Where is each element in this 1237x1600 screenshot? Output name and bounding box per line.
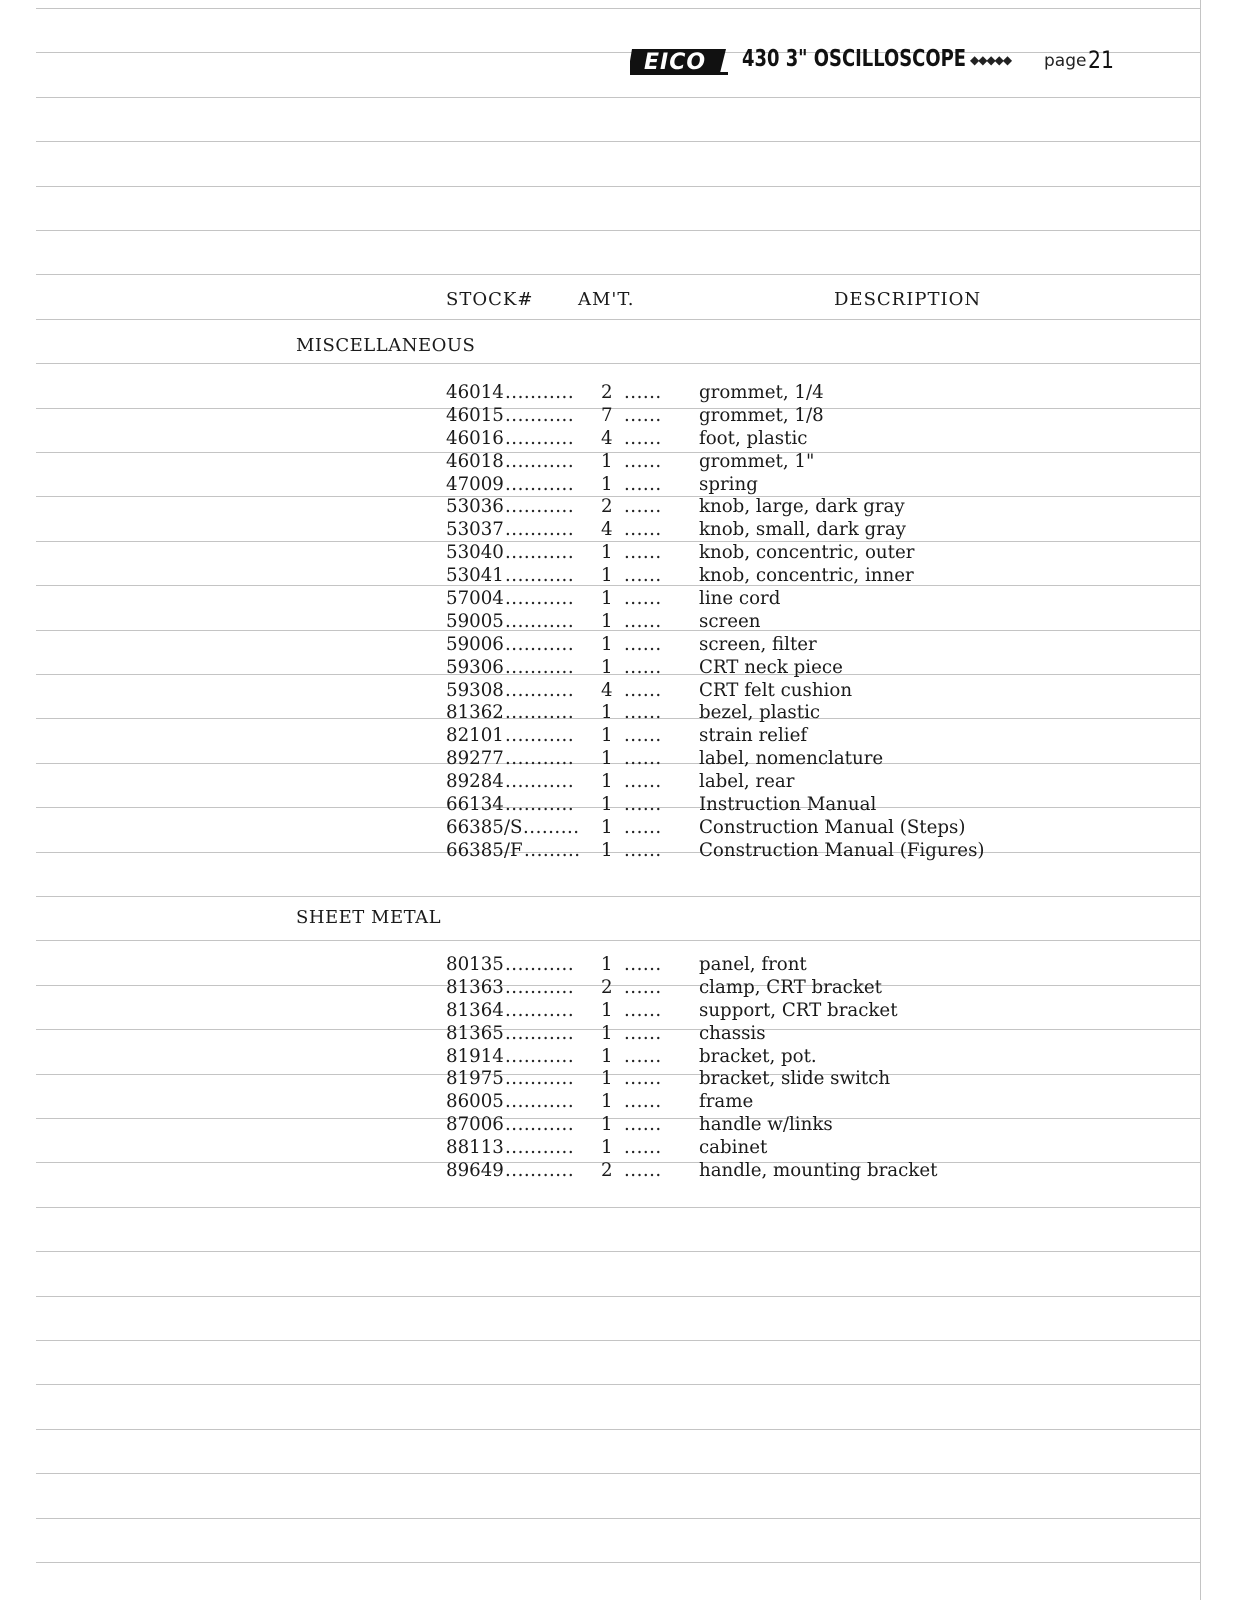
part-stock-number: 81975 [446, 1068, 504, 1090]
leader-dots: ........... [505, 450, 575, 472]
leader-dots: ........... [505, 473, 575, 495]
ruled-line [36, 230, 1200, 231]
column-header-amount: AM'T. [578, 289, 635, 310]
leader-dots: ...... [624, 1137, 662, 1159]
ruled-line [36, 674, 1200, 675]
part-stock-number: 86005 [446, 1091, 504, 1113]
part-stock-number: 46014 [446, 382, 504, 403]
ruled-line [36, 496, 1200, 497]
ruled-line [36, 585, 1200, 586]
page-number: 21 [1088, 46, 1114, 74]
part-amount: 1 [601, 565, 613, 587]
part-amount: 1 [601, 656, 613, 678]
part-amount: 1 [601, 473, 613, 495]
part-stock-number: 66134 [446, 794, 504, 816]
leader-dots: ........... [505, 404, 575, 426]
part-amount: 1 [601, 954, 613, 975]
part-stock-number: 59308 [446, 679, 504, 701]
leader-dots: ........... [505, 519, 575, 541]
ruled-line [36, 1118, 1200, 1119]
part-stock-number: 53036 [446, 496, 504, 518]
part-amount: 1 [601, 633, 613, 655]
part-stock-number: 53040 [446, 542, 504, 564]
part-description: bezel, plastic [699, 702, 821, 724]
part-stock-number: 47009 [446, 473, 504, 495]
section-title-miscellaneous: MISCELLANEOUS [296, 335, 476, 356]
ruled-line [36, 97, 1200, 98]
ruled-line [36, 1296, 1200, 1297]
leader-dots: ...... [624, 1068, 662, 1090]
ruled-line [36, 1162, 1200, 1163]
column-header-description: DESCRIPTION [834, 289, 982, 310]
part-description: handle, mounting bracket [699, 1160, 938, 1182]
ruled-line [36, 408, 1200, 409]
leader-dots: ........... [505, 1137, 575, 1159]
leader-dots: ...... [624, 794, 662, 816]
part-stock-number: 89284 [446, 771, 504, 793]
leader-dots: ...... [624, 496, 662, 518]
ruled-line [36, 896, 1200, 897]
part-amount: 4 [601, 427, 613, 449]
part-description: Construction Manual (Figures) [699, 839, 985, 861]
part-stock-number: 82101 [446, 725, 504, 747]
leader-dots: ...... [624, 816, 662, 838]
leader-dots: ...... [624, 1091, 662, 1113]
part-amount: 1 [601, 588, 613, 610]
leader-dots: ........... [505, 1114, 575, 1136]
part-description: label, rear [699, 771, 795, 793]
part-description: screen [699, 610, 761, 632]
part-stock-number: 89277 [446, 748, 504, 770]
ruled-line [36, 763, 1200, 764]
part-description: foot, plastic [699, 427, 808, 449]
leader-dots: ........... [505, 954, 575, 975]
part-amount: 1 [601, 839, 613, 861]
leader-dots: ........... [505, 1045, 575, 1067]
leader-dots: ........... [505, 976, 575, 998]
part-amount: 1 [601, 1137, 613, 1159]
leader-dots: ...... [624, 1160, 662, 1182]
part-description: bracket, slide switch [699, 1068, 891, 1090]
leader-dots: ........... [505, 679, 575, 701]
part-description: screen, filter [699, 633, 817, 655]
part-description: Construction Manual (Steps) [699, 816, 966, 838]
leader-dots: ......... [524, 839, 581, 861]
ruled-line [36, 1562, 1200, 1563]
eico-logo [630, 46, 730, 76]
leader-dots: ........... [505, 999, 575, 1021]
leader-dots: ......... [523, 816, 580, 838]
margin-rule [1200, 0, 1201, 1600]
leader-dots: ........... [505, 427, 575, 449]
part-stock-number: 81363 [446, 976, 504, 998]
part-amount: 2 [601, 1160, 613, 1182]
ruled-line [36, 718, 1200, 719]
leader-dots: ...... [624, 633, 662, 655]
leader-dots: ...... [624, 404, 662, 426]
ruled-line [36, 1207, 1200, 1208]
ruled-line [36, 852, 1200, 853]
ruled-line [36, 363, 1200, 364]
part-stock-number: 59306 [446, 656, 504, 678]
ruled-line [36, 807, 1200, 808]
part-stock-number: 46016 [446, 427, 504, 449]
part-amount: 1 [601, 794, 613, 816]
part-stock-number: 81364 [446, 999, 504, 1021]
part-description: knob, concentric, outer [699, 542, 915, 564]
model-title: 430 3" OSCILLOSCOPE [742, 46, 967, 72]
header-ornament: ◆◆◆◆◆ [970, 53, 1012, 67]
leader-dots: ...... [624, 473, 662, 495]
part-amount: 1 [601, 1114, 613, 1136]
leader-dots: ........... [505, 1091, 575, 1113]
part-amount: 1 [601, 450, 613, 472]
part-stock-number: 81914 [446, 1045, 504, 1067]
part-description: chassis [699, 1022, 766, 1044]
leader-dots: ...... [624, 519, 662, 541]
part-description: grommet, 1/8 [699, 404, 824, 426]
part-description: knob, small, dark gray [699, 519, 906, 541]
part-stock-number: 57004 [446, 588, 504, 610]
part-description: CRT neck piece [699, 656, 843, 678]
ruled-line [36, 541, 1200, 542]
ruled-line [36, 274, 1200, 275]
leader-dots: ........... [505, 1022, 575, 1044]
leader-dots: ...... [624, 588, 662, 610]
leader-dots: ...... [624, 427, 662, 449]
leader-dots: ...... [624, 976, 662, 998]
section-title-sheet-metal: SHEET METAL [296, 907, 442, 928]
leader-dots: ...... [624, 656, 662, 678]
part-amount: 1 [601, 1091, 613, 1113]
part-amount: 2 [601, 976, 613, 998]
part-stock-number: 59005 [446, 610, 504, 632]
leader-dots: ...... [624, 748, 662, 770]
part-description: Instruction Manual [699, 794, 877, 816]
ruled-line [36, 1429, 1200, 1430]
ruled-line [36, 1518, 1200, 1519]
part-description: CRT felt cushion [699, 679, 853, 701]
part-amount: 1 [601, 748, 613, 770]
part-amount: 1 [601, 771, 613, 793]
page-label: page [1044, 51, 1087, 71]
leader-dots: ...... [624, 542, 662, 564]
part-description: handle w/links [699, 1114, 833, 1136]
ruled-line [36, 1074, 1200, 1075]
part-stock-number: 66385/S [446, 816, 523, 838]
part-description: strain relief [699, 725, 808, 747]
ruled-line [36, 8, 1200, 9]
part-amount: 1 [601, 542, 613, 564]
part-amount: 4 [601, 519, 613, 541]
part-stock-number: 81362 [446, 702, 504, 724]
column-header-stock: STOCK# [446, 289, 534, 310]
leader-dots: ........... [505, 565, 575, 587]
part-stock-number: 46015 [446, 404, 504, 426]
part-stock-number: 80135 [446, 954, 504, 975]
part-amount: 2 [601, 496, 613, 518]
part-description: panel, front [699, 954, 807, 975]
leader-dots: ...... [624, 382, 662, 403]
part-stock-number: 53037 [446, 519, 504, 541]
part-amount: 2 [601, 382, 613, 403]
ruled-line [36, 452, 1200, 453]
ruled-line [36, 1029, 1200, 1030]
leader-dots: ........... [505, 382, 575, 403]
ruled-line [36, 630, 1200, 631]
leader-dots: ........... [505, 633, 575, 655]
leader-dots: ........... [505, 748, 575, 770]
part-description: grommet, 1" [699, 450, 815, 472]
part-description: cabinet [699, 1137, 768, 1159]
part-description: line cord [699, 588, 781, 610]
part-stock-number: 53041 [446, 565, 504, 587]
ruled-line [36, 141, 1200, 142]
leader-dots: ...... [624, 450, 662, 472]
ruled-line [36, 985, 1200, 986]
part-amount: 4 [601, 679, 613, 701]
ruled-line [36, 940, 1200, 941]
leader-dots: ........... [505, 1068, 575, 1090]
part-amount: 1 [601, 1022, 613, 1044]
part-stock-number: 88113 [446, 1137, 504, 1159]
leader-dots: ...... [624, 702, 662, 724]
leader-dots: ...... [624, 1022, 662, 1044]
leader-dots: ...... [624, 725, 662, 747]
part-description: clamp, CRT bracket [699, 976, 882, 998]
part-description: support, CRT bracket [699, 999, 898, 1021]
part-stock-number: 66385/F [446, 839, 523, 861]
leader-dots: ........... [505, 794, 575, 816]
ruled-line [36, 52, 1200, 53]
leader-dots: ........... [505, 1160, 575, 1182]
part-amount: 7 [601, 404, 613, 426]
leader-dots: ........... [505, 542, 575, 564]
leader-dots: ...... [624, 954, 662, 975]
part-description: label, nomenclature [699, 748, 884, 770]
leader-dots: ...... [624, 1045, 662, 1067]
part-description: spring [699, 473, 758, 495]
logo-text: EICO [644, 50, 707, 75]
leader-dots: ........... [505, 771, 575, 793]
part-description: frame [699, 1091, 754, 1113]
leader-dots: ...... [624, 610, 662, 632]
part-description: bracket, pot. [699, 1045, 817, 1067]
leader-dots: ........... [505, 656, 575, 678]
leader-dots: ...... [624, 999, 662, 1021]
leader-dots: ........... [505, 725, 575, 747]
part-amount: 1 [601, 725, 613, 747]
leader-dots: ........... [505, 610, 575, 632]
ruled-line [36, 1473, 1200, 1474]
leader-dots: ...... [624, 771, 662, 793]
leader-dots: ...... [624, 839, 662, 861]
leader-dots: ........... [505, 702, 575, 724]
leader-dots: ...... [624, 565, 662, 587]
part-description: grommet, 1/4 [699, 382, 824, 403]
part-stock-number: 81365 [446, 1022, 504, 1044]
part-amount: 1 [601, 610, 613, 632]
ruled-line [36, 1340, 1200, 1341]
ruled-line [36, 1384, 1200, 1385]
part-stock-number: 89649 [446, 1160, 504, 1182]
leader-dots: ...... [624, 679, 662, 701]
part-description: knob, concentric, inner [699, 565, 914, 587]
leader-dots: ...... [624, 1114, 662, 1136]
part-stock-number: 59006 [446, 633, 504, 655]
part-amount: 1 [601, 999, 613, 1021]
part-amount: 1 [601, 1068, 613, 1090]
ruled-line [36, 186, 1200, 187]
part-description: knob, large, dark gray [699, 496, 905, 518]
part-amount: 1 [601, 1045, 613, 1067]
leader-dots: ........... [505, 496, 575, 518]
part-stock-number: 87006 [446, 1114, 504, 1136]
part-amount: 1 [601, 702, 613, 724]
part-stock-number: 46018 [446, 450, 504, 472]
ruled-line [36, 319, 1200, 320]
leader-dots: ........... [505, 588, 575, 610]
part-amount: 1 [601, 816, 613, 838]
ruled-line [36, 1251, 1200, 1252]
